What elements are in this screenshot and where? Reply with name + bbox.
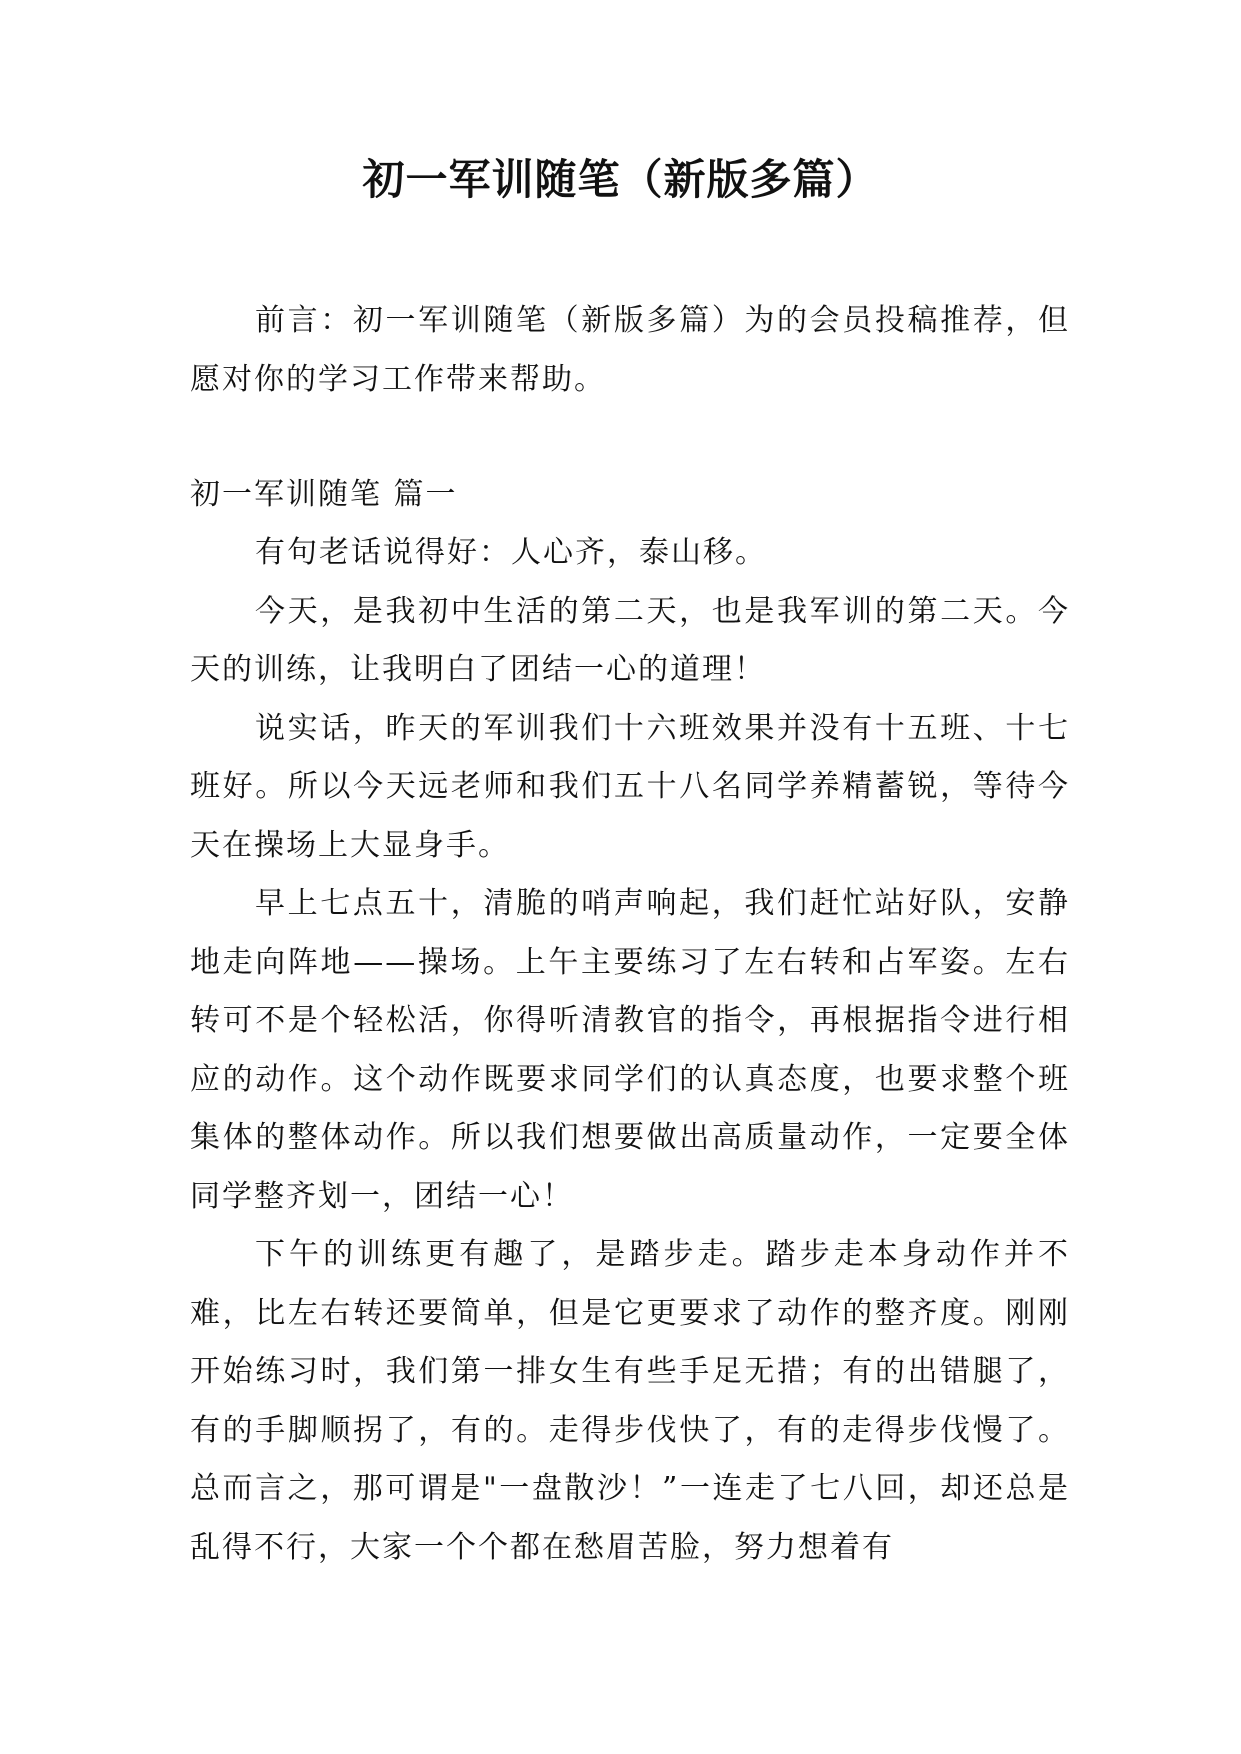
paragraph: 说实话，昨天的军训我们十六班效果并没有十五班、十七班好。所以今天远老师和我们五十八名同学养精蓄锐，等待今天在操场上大显身手。 <box>190 710 1070 863</box>
paragraph: 早上七点五十，清脆的哨声响起，我们赶忙站好队，安静地走向阵地——操场。上午主要练习了左右转和占军姿。左右转可不是个轻松活，你得听清教官的指令，再根据指令进行相应的动作。这个动作既要求同学们的认真态度，也要求整个班集体的整体动作。所以我们想要做出高质量动作，一定要全体同学整齐划一，团结一心！ <box>190 886 1070 1214</box>
paragraph: 下午的训练更有趣了，是踏步走。踏步走本身动作并不难，比左右转还要简单，但是它更要求了动作的整齐度。刚刚开始练习时，我们第一排女生有些手足无措；有的出错腿了，有的手脚顺拐了，有的。走得步伐快了，有的走得步伐慢了。总而言之，那可谓是"一盘散沙！”一连走了七八回，却还总是乱得不行，大家一个个都在愁眉苦脸，努力想着有 <box>190 1237 1070 1565</box>
intro-paragraph: 前言：初一军训随笔（新版多篇）为的会员投稿推荐，但愿对你的学习工作带来帮助。 <box>190 303 1070 397</box>
section-heading: 初一军训随笔 篇一 <box>190 477 458 512</box>
document-title: 初一军训随笔（新版多篇） <box>362 155 879 204</box>
paragraph: 今天，是我初中生活的第二天，也是我军训的第二天。今天的训练，让我明白了团结一心的道理！ <box>190 593 1070 687</box>
paragraph: 有句老话说得好：人心齐，泰山移。 <box>255 535 767 570</box>
article-body <box>190 524 1070 1577</box>
